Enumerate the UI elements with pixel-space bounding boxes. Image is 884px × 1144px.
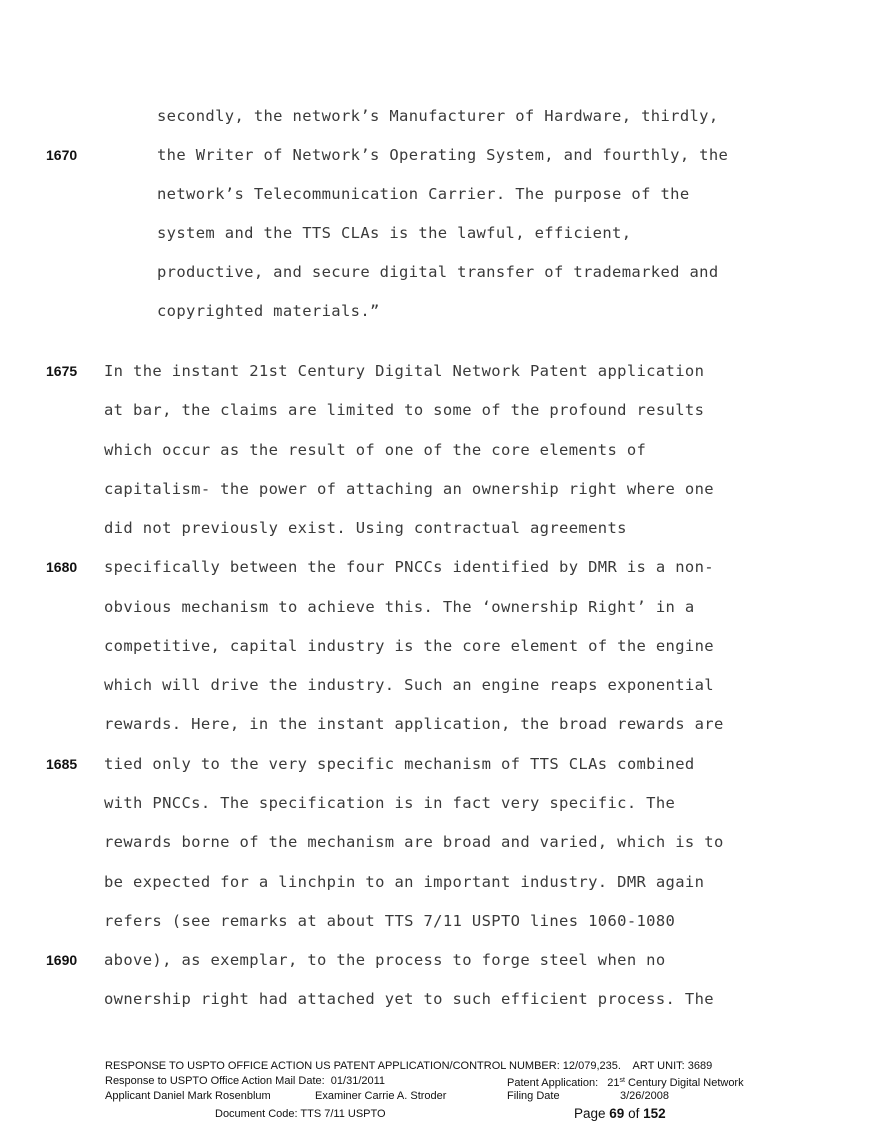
text-line: system and the TTS CLAs is the lawful, efficient, bbox=[157, 224, 632, 242]
text-line: competitive, capital industry is the core element of the engine bbox=[104, 637, 714, 655]
text-line: secondly, the network’s Manufacturer of Hardware, thirdly, bbox=[157, 107, 719, 125]
footer-document-code: Document Code: TTS 7/11 USPTO bbox=[215, 1108, 386, 1120]
text-line: productive, and secure digital transfer of trademarked and bbox=[157, 263, 719, 281]
text-line: be expected for a linchpin to an important industry. DMR again bbox=[104, 873, 705, 891]
line-number: 1675 bbox=[46, 363, 78, 379]
text-line: In the instant 21st Century Digital Network Patent application bbox=[104, 362, 705, 380]
text-line: capitalism- the power of attaching an ownership right where one bbox=[104, 480, 714, 498]
text-line: rewards. Here, in the instant application, the broad rewards are bbox=[104, 715, 724, 733]
text-line: at bar, the claims are limited to some of the profound results bbox=[104, 401, 705, 419]
footer-patent-app-num: 21 bbox=[607, 1077, 620, 1089]
text-line: obvious mechanism to achieve this. The ‘ownership Right’ in a bbox=[104, 598, 695, 616]
line-number: 1670 bbox=[46, 147, 78, 163]
footer-mail-date: Response to USPTO Office Action Mail Date: 01/31/2011 bbox=[105, 1075, 386, 1087]
footer-filing-date: 3/26/2008 bbox=[620, 1090, 669, 1102]
line-number: 1685 bbox=[46, 756, 78, 772]
page-current: 69 bbox=[609, 1106, 625, 1121]
line-number: 1690 bbox=[46, 952, 78, 968]
page-of: of bbox=[624, 1106, 644, 1121]
footer-applicant: Applicant Daniel Mark Rosenblum bbox=[105, 1090, 271, 1102]
page-word: Page bbox=[574, 1106, 610, 1121]
text-line: with PNCCs. The specification is in fact very specific. The bbox=[104, 794, 676, 812]
footer-patent-app-label: Patent Application: bbox=[507, 1077, 599, 1089]
text-line: ownership right had attached yet to such efficient process. The bbox=[104, 990, 714, 1008]
text-line: which occur as the result of one of the core elements of bbox=[104, 441, 647, 459]
text-line: which will drive the industry. Such an engine reaps exponential bbox=[104, 676, 714, 694]
page-total: 152 bbox=[643, 1106, 666, 1121]
line-number: 1680 bbox=[46, 559, 78, 575]
footer-patent-app-rest: Century Digital Network bbox=[625, 1077, 744, 1089]
footer-patent-app-sup: st bbox=[619, 1077, 625, 1084]
text-line: specifically between the four PNCCs identified by DMR is a non- bbox=[104, 558, 714, 576]
text-line: copyrighted materials.” bbox=[157, 302, 380, 320]
page-indicator bbox=[574, 1105, 666, 1123]
text-line: above), as exemplar, to the process to forge steel when no bbox=[104, 951, 666, 969]
text-line: did not previously exist. Using contractual agreements bbox=[104, 519, 627, 537]
text-line: rewards borne of the mechanism are broad and varied, which is to bbox=[104, 833, 724, 851]
text-line: tied only to the very specific mechanism of TTS CLAs combined bbox=[104, 755, 695, 773]
footer-response-line: RESPONSE TO USPTO OFFICE ACTION US PATENT APPLICATION/CONTROL NUMBER: 12/079,235. ART UNIT: 3689 bbox=[105, 1060, 713, 1072]
footer-patent-application bbox=[507, 1074, 744, 1090]
text-line: refers (see remarks at about TTS 7/11 USPTO lines 1060-1080 bbox=[104, 912, 676, 930]
text-line: network’s Telecommunication Carrier. The purpose of the bbox=[157, 185, 690, 203]
footer-filing-label: Filing Date bbox=[507, 1090, 560, 1102]
footer-examiner: Examiner Carrie A. Stroder bbox=[315, 1090, 447, 1102]
text-line: the Writer of Network’s Operating System, and fourthly, the bbox=[157, 146, 729, 164]
